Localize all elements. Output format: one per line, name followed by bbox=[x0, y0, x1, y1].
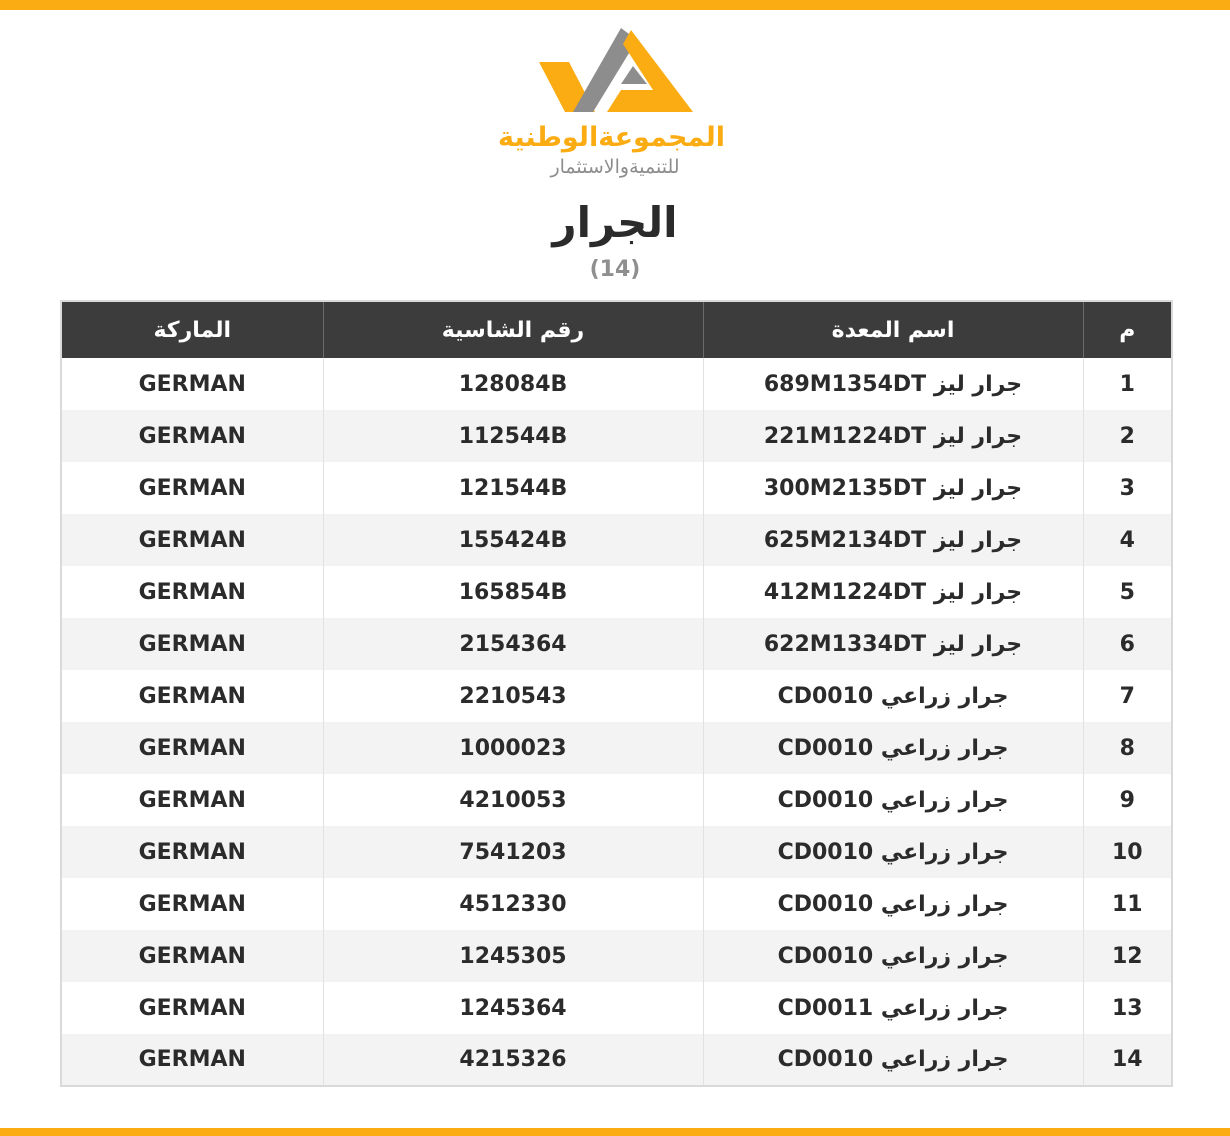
cell-chassis: 121544B bbox=[323, 462, 703, 514]
cell-chassis: 112544B bbox=[323, 410, 703, 462]
cell-brand: GERMAN bbox=[61, 826, 323, 878]
cell-brand: GERMAN bbox=[61, 1034, 323, 1086]
logo-name-primary: المجموعةالوطنية bbox=[498, 122, 725, 153]
cell-name: جرار ليز 689M1354DT bbox=[703, 358, 1083, 410]
cell-name: جرار ليز 625M2134DT bbox=[703, 514, 1083, 566]
table-row bbox=[61, 566, 1172, 618]
table-row bbox=[61, 982, 1172, 1034]
bottom-accent-bar bbox=[0, 1128, 1230, 1136]
cell-name: جرار ليز 300M2135DT bbox=[703, 462, 1083, 514]
cell-num: 10 bbox=[1083, 826, 1172, 878]
equipment-table bbox=[60, 300, 1173, 1087]
cell-brand: GERMAN bbox=[61, 670, 323, 722]
table-header-row bbox=[61, 301, 1172, 358]
cell-name: جرار زراعي CD0010 bbox=[703, 670, 1083, 722]
cell-name: جرار زراعي CD0011 bbox=[703, 982, 1083, 1034]
cell-chassis: 4210053 bbox=[323, 774, 703, 826]
table-row bbox=[61, 462, 1172, 514]
cell-brand: GERMAN bbox=[61, 358, 323, 410]
cell-name: جرار زراعي CD0010 bbox=[703, 1034, 1083, 1086]
table-row bbox=[61, 722, 1172, 774]
table-row bbox=[61, 1034, 1172, 1086]
cell-name: جرار زراعي CD0010 bbox=[703, 774, 1083, 826]
cell-num: 12 bbox=[1083, 930, 1172, 982]
cell-chassis: 4215326 bbox=[323, 1034, 703, 1086]
cell-brand: GERMAN bbox=[61, 462, 323, 514]
cell-brand: GERMAN bbox=[61, 410, 323, 462]
cell-num: 6 bbox=[1083, 618, 1172, 670]
header-num: م bbox=[1083, 301, 1172, 358]
header-chassis: رقم الشاسية bbox=[323, 301, 703, 358]
cell-num: 14 bbox=[1083, 1034, 1172, 1086]
table-row bbox=[61, 774, 1172, 826]
cell-chassis: 155424B bbox=[323, 514, 703, 566]
item-count: (14) bbox=[589, 257, 641, 282]
table-row bbox=[61, 930, 1172, 982]
company-logo bbox=[498, 26, 725, 186]
cell-num: 9 bbox=[1083, 774, 1172, 826]
cell-name: جرار زراعي CD0010 bbox=[703, 930, 1083, 982]
table-row bbox=[61, 410, 1172, 462]
cell-chassis: 4512330 bbox=[323, 878, 703, 930]
cell-chassis: 165854B bbox=[323, 566, 703, 618]
cell-name: جرار زراعي CD0010 bbox=[703, 878, 1083, 930]
cell-num: 4 bbox=[1083, 514, 1172, 566]
cell-brand: GERMAN bbox=[61, 618, 323, 670]
table-row bbox=[61, 878, 1172, 930]
cell-brand: GERMAN bbox=[61, 566, 323, 618]
table-row bbox=[61, 514, 1172, 566]
cell-chassis: 1245364 bbox=[323, 982, 703, 1034]
cell-chassis: 1245305 bbox=[323, 930, 703, 982]
header-brand: الماركة bbox=[61, 301, 323, 358]
cell-name: جرار ليز 622M1334DT bbox=[703, 618, 1083, 670]
page-title: الجرار bbox=[552, 198, 678, 247]
top-accent-bar bbox=[0, 0, 1230, 10]
table-row bbox=[61, 670, 1172, 722]
cell-chassis: 7541203 bbox=[323, 826, 703, 878]
cell-num: 7 bbox=[1083, 670, 1172, 722]
cell-num: 11 bbox=[1083, 878, 1172, 930]
cell-chassis: 2154364 bbox=[323, 618, 703, 670]
logo-name-secondary: للتنميةوالاستثمار bbox=[550, 156, 680, 178]
table-row bbox=[61, 358, 1172, 410]
table-row bbox=[61, 618, 1172, 670]
cell-brand: GERMAN bbox=[61, 514, 323, 566]
cell-num: 8 bbox=[1083, 722, 1172, 774]
cell-num: 5 bbox=[1083, 566, 1172, 618]
cell-name: جرار زراعي CD0010 bbox=[703, 826, 1083, 878]
cell-chassis: 1000023 bbox=[323, 722, 703, 774]
cell-name: جرار ليز 412M1224DT bbox=[703, 566, 1083, 618]
cell-brand: GERMAN bbox=[61, 774, 323, 826]
logo-mark-icon bbox=[535, 26, 695, 116]
cell-name: جرار زراعي CD0010 bbox=[703, 722, 1083, 774]
cell-brand: GERMAN bbox=[61, 878, 323, 930]
cell-chassis: 2210543 bbox=[323, 670, 703, 722]
cell-num: 2 bbox=[1083, 410, 1172, 462]
cell-num: 1 bbox=[1083, 358, 1172, 410]
table-row bbox=[61, 826, 1172, 878]
cell-num: 13 bbox=[1083, 982, 1172, 1034]
cell-chassis: 128084B bbox=[323, 358, 703, 410]
cell-brand: GERMAN bbox=[61, 930, 323, 982]
cell-name: جرار ليز 221M1224DT bbox=[703, 410, 1083, 462]
header-name: اسم المعدة bbox=[703, 301, 1083, 358]
cell-brand: GERMAN bbox=[61, 982, 323, 1034]
cell-brand: GERMAN bbox=[61, 722, 323, 774]
cell-num: 3 bbox=[1083, 462, 1172, 514]
